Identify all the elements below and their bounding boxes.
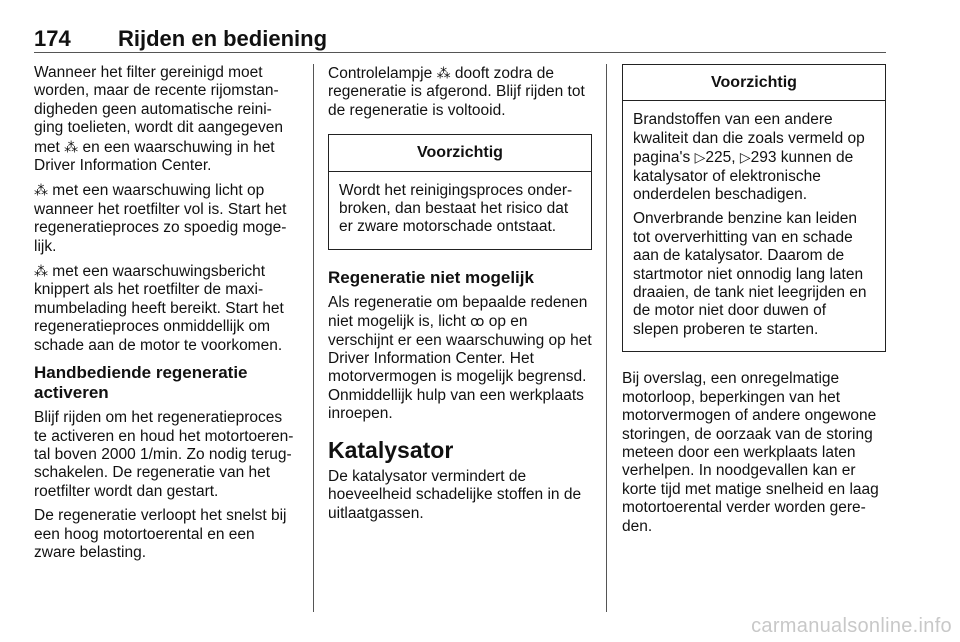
subheading: Regeneratie niet mogelijk: [328, 267, 534, 287]
text: met een waarschuwing licht op wanneer het roetfilter vol is. Start het regeneratieproces zo spoedig moge-lijk.: [34, 182, 287, 255]
column-left: [34, 64, 298, 568]
caution-text: Onverbrande benzine kan leiden tot oververhitting van en schade aan de katalysator. Daarom de startmotor niet onnodig lang laten draaien, de tank niet leegrijden en de motor niet door duwen of slepen proberen te starten.: [633, 210, 867, 338]
page-ref-arrow-icon: ▷: [739, 149, 751, 166]
dpf-warning-icon: ⁂: [436, 65, 451, 81]
text: en een waarschuwing in het: [78, 138, 275, 156]
text: Als regeneratie om bepaalde redenen niet mogelijk is, licht: [328, 293, 588, 331]
dpf-warning-icon: ⁂: [64, 138, 79, 155]
caution-text: [633, 111, 875, 204]
caution-title: Voorzichtig: [623, 65, 885, 101]
paragraph: [34, 262, 298, 355]
watermark: carmanualsonline.info: [751, 615, 952, 637]
page-ref[interactable]: 225: [705, 149, 732, 167]
column-middle: [328, 64, 592, 529]
dpf-warning-icon: ⁂: [34, 182, 48, 199]
caution-title: Voorzichtig: [329, 135, 591, 171]
text: kunnen de katalysator of elektronische onderdelen beschadigen.: [633, 149, 854, 204]
paragraph: Bij overslag, een onregelmatige motorloop, beperkingen van het motorvermogen of andere ongewone storingen, de oorzaak van de storing meteen door een werkplaats laten verhelpen. In noodgevallen kan er korte tijd met matige snelheid en laag motortoerental verder worden gere-den.: [622, 370, 879, 535]
page-number: 174: [34, 26, 71, 51]
section-title: Rijden en bediening: [118, 26, 328, 51]
paragraph: [328, 64, 592, 120]
text: Wanneer het filter gereinigd moet: [34, 64, 263, 81]
paragraph: [34, 181, 298, 256]
text: Brandstoffen van een andere kwaliteit dan die zoals vermeld op pagina's: [633, 111, 865, 167]
dpf-warning-icon: ⁂: [34, 263, 48, 280]
text: Driver Information Center.: [34, 157, 212, 175]
paragraph: Blijf rijden om het regeneratieproces te activeren en houd het motortoeren-tal boven 2000 1/min. Zo nodig terug-schakelen. De regeneratie van het roetfilter wordt dan gestart.: [34, 409, 294, 500]
text: ging toelieten, wordt dit aangegeven: [34, 119, 284, 137]
page-header: [34, 26, 886, 53]
paragraph: De regeneratie verloopt het snelst bij een hoog motortoerental en een zware belasting.: [34, 507, 287, 561]
caution-box: [622, 64, 886, 352]
text: ,: [731, 149, 740, 167]
page-ref[interactable]: 293: [750, 149, 777, 167]
text: worden, maar de recente rijomstan-: [34, 82, 279, 100]
paragraph: De katalysator vermindert de hoeveelheid schadelijke stoffen in de uitlaatgassen.: [328, 467, 582, 522]
page-ref-arrow-icon: ▷: [694, 149, 706, 166]
column-right: [622, 64, 886, 542]
paragraph: [328, 294, 592, 424]
text: dooft zodra de regeneratie is afgerond. Blijf rijden tot de regeneratie is voltooid.: [328, 65, 585, 119]
text: met een waarschuwingsbericht knippert als het roetfilter de maxi-mumbelading heeft bereikt. Start het regeneratieproces onmiddellijk om schade aan de motor te voorkomen.: [34, 263, 284, 354]
subheading: Handbediende regeneratie activeren: [34, 363, 248, 403]
glow-plug-icon: ꝏ: [470, 313, 485, 330]
caution-box: [328, 134, 592, 250]
caution-text: Wordt het reinigingsproces onder-broken, dan bestaat het risico dat er zware motorschade ontstaat.: [339, 181, 573, 236]
text: op en verschijnt er een waarschuwing op het Driver Information Center. Het motorvermogen is mogelijk begrensd. Onmiddellijk hulp van een werkplaats inroepen.: [328, 313, 592, 423]
text: met: [34, 138, 65, 156]
section-heading: Katalysator: [328, 436, 454, 463]
text: Controlelampje: [328, 65, 437, 82]
column-divider: [606, 64, 607, 612]
column-divider: [313, 64, 314, 612]
paragraph: [34, 64, 298, 175]
text: digheden geen automatische reini-: [34, 100, 272, 118]
